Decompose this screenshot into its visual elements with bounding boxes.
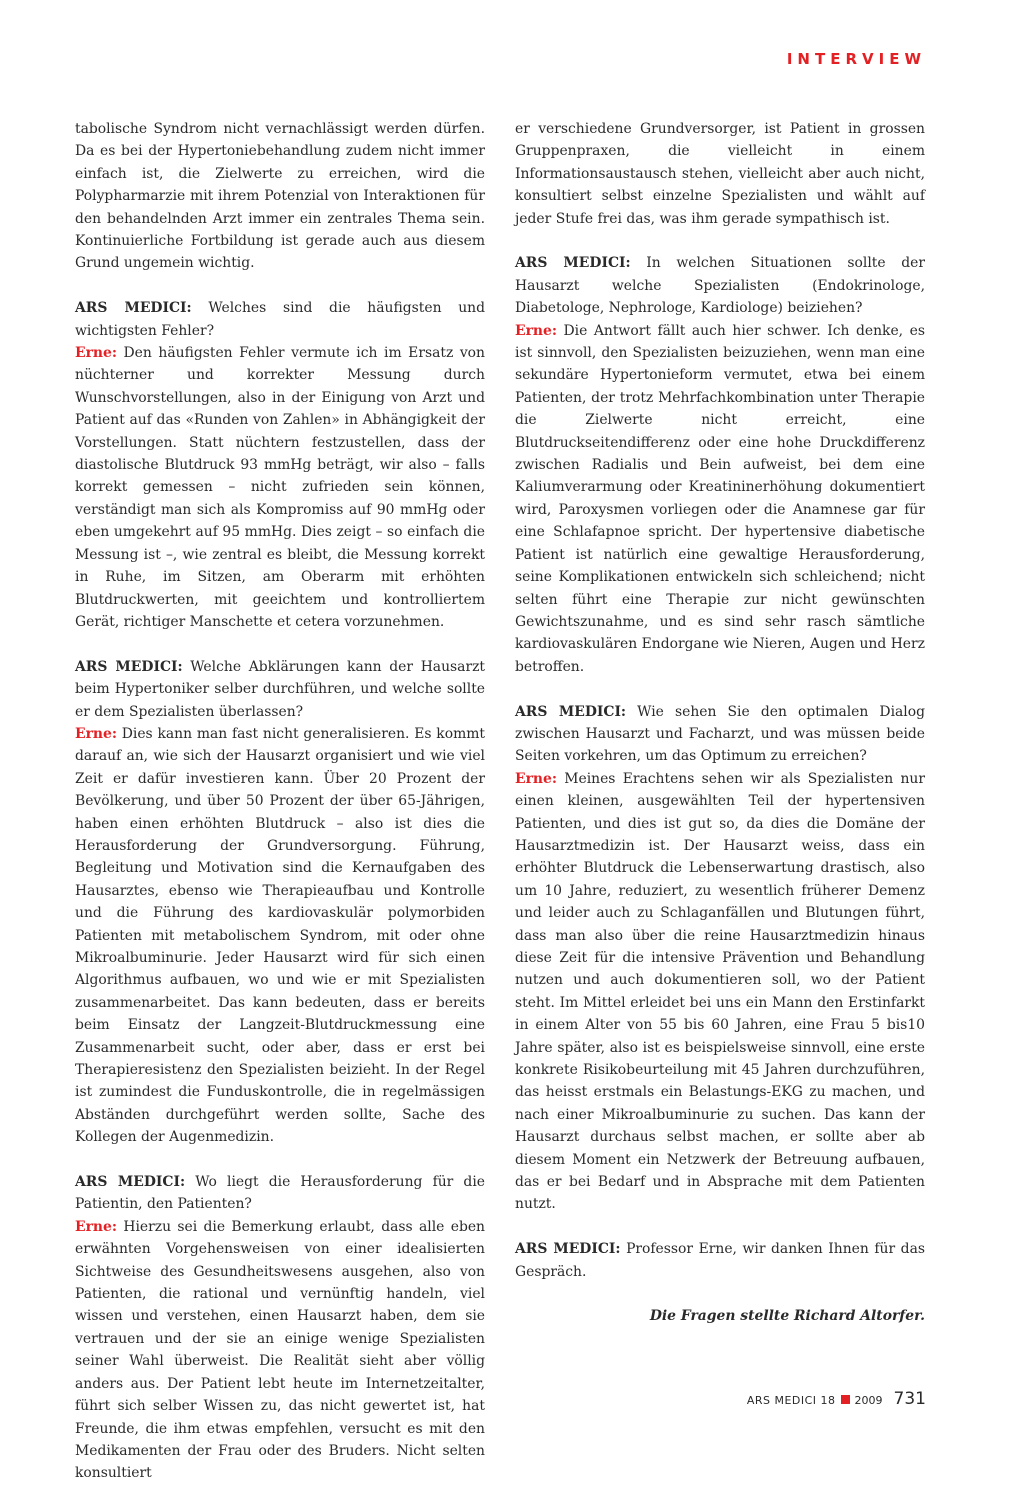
section-tag: INTERVIEW [786,50,926,68]
paragraph-gap [515,1283,925,1305]
interviewer-label: ARS MEDICI: [515,255,631,272]
interviewee-label: Erne: [75,345,117,362]
page-footer [747,1389,926,1409]
interviewer-label: ARS MEDICI: [515,1241,621,1258]
interview-question [515,701,925,768]
question-text: In welchen Situationen sollte der Hausarzt welche Spezialisten (Endokrinologe, Diabetologe, Nephrologe, Kardiologe) beiziehen? [515,255,925,317]
interview-question [515,252,925,319]
paragraph-gap [75,633,485,655]
answer-text: Dies kann man fast nicht generalisieren. Es kommt darauf an, wie sich der Hausarzt organisiert und wie viel Zeit er dafür investieren kann. Über 20 Prozent der Bevölkerung, und über 50 Prozent der über 65-Jährigen, haben einen erhöhten Blutdruck – also ist dies die Herausforderung der Grundversorgung. Führung, Begleitung und Motivation sind die Kernaufgaben des Hausarztes, ebenso wie Therapieaufbau und Kontrolle und die Führung des kardiovaskulär polymorbiden Patienten mit metabolischem Syndrom, mit oder ohne Mikroalbuminurie. Jeder Hausarzt wird für sich einen Algorithmus aufbauen, wo und wie er mit Spezialisten zusammenarbeitet. Das kann bedeuten, dass er bereits beim Einsatz der Langzeit-Blutdruckmessung eine Zusammenarbeit sucht, oder aber, dass er erst bei Therapieresistenz den Spezialisten beizieht. In der Regel ist zumindest die Funduskontrolle, die in regelmässigen Abständen durchgeführt werden sollte, Sache des Kollegen der Augenmedizin. [75,725,485,1146]
interview-question [75,1171,485,1216]
interviewee-label: Erne: [75,1218,117,1235]
paragraph-gap [515,230,925,252]
interview-question [75,297,485,342]
question-text: Welche Abklärungen kann der Hausarzt beim Hypertoniker selber durchführen, und welche sollte er dem Spezialisten überlassen? [75,658,485,720]
paragraph-gap [515,1216,925,1238]
interviewer-label: ARS MEDICI: [75,658,183,675]
interview-question [75,656,485,723]
interviewee-label: Erne: [515,322,557,339]
question-text: Wo liegt die Herausforderung für die Patientin, den Patienten? [75,1174,485,1213]
interviewee-label: Erne: [515,770,557,787]
interviewee-label: Erne: [75,725,117,742]
interview-answer [75,342,485,633]
interviewer-label: ARS MEDICI: [515,703,627,720]
interview-answer [515,768,925,1216]
question-text: Professor Erne, wir danken Ihnen für das Gespräch. [515,1241,925,1280]
issue-year: 2009 [854,1394,883,1407]
interview-answer [515,320,925,679]
right-column [515,118,925,1328]
answer-text: Meines Erachtens sehen wir als Spezialisten nur einen kleinen, ausgewählten Teil der hypertensiven Patienten, und dies ist gut so, da dies die Domäne der Hausarztmedizin ist. Der Hausarzt weiss, dass ein erhöhter Blutdruck die Lebenserwartung drastisch, also um 10 Jahre, reduziert, zu wesentlich früherer Demenz und leider auch zu Schlaganfällen und Blutungen führt, dass man also über die reine Hausarztmedizin hinaus diese Zeit für die intensive Prävention und Behandlung nutzen und auch dokumentieren soll, wo der Patient steht. Im Mittel erleidet bei uns ein Mann den Erstinfarkt in einem Alter von 55 bis 60 Jahren, eine Frau 5 bis10 Jahre später, also ist es beispielsweise sinnvoll, eine erste konkrete Risikobeurteilung mit 45 Jahren durchzuführen, das heisst erstmals ein Belastungs-EKG zu machen, und nach einer Mikroalbuminurie zu suchen. Das kann der Hausarzt durchaus selbst machen, er sollte aber ab diesem Moment ein Netzwerk der Betreuung aufbauen, das er bei Bedarf und in Absprache mit dem Patienten nutzt. [515,770,925,1213]
page-number: 731 [893,1389,926,1409]
paragraph-gap [75,1149,485,1171]
author-signature: Die Fragen stellte Richard Altorfer. [649,1308,925,1325]
body-paragraph: tabolische Syndrom nicht vernachlässigt werden dürfen. Da es bei der Hypertoniebehandlung zudem nicht immer einfach ist, die Zielwerte zu erreichen, wird die Polypharmarzie mit ihrem Potenzial von Interaktionen für den behandelnden Arzt immer ein zentrales Thema sein. Kontinuierliche Fortbildung ist gerade auch aus diesem Grund ungemein wichtig. [75,121,485,272]
answer-text: Den häufigsten Fehler vermute ich im Ersatz von nüchterner und korrekter Messung durch Wunschvorstellungen, also in der Einigung von Arzt und Patient auf das «Runden von Zahlen» in Abhängigkeit der Vorstellungen. Statt nüchtern festzustellen, dass der diastolische Blutdruck 93 mmHg beträgt, wir also – falls korrekt gemessen – nicht zufrieden sein können, verständigt man sich als Kompromiss auf 90 mmHg oder eben umgekehrt auf 95 mmHg. Dies zeigt – so einfach die Messung ist –, wie zentral es bleibt, die Messung korrekt in Ruhe, im Sitzen, am Oberarm mit erhöhten Blutdruckwerten, mit geeichtem und kontrolliertem Gerät, richtiger Manschette et cetera vorzunehmen. [75,345,485,630]
interview-answer [75,723,485,1149]
answer-text: Die Antwort fällt auch hier schwer. Ich denke, es ist sinnvoll, den Spezialisten beizuziehen, wenn man eine sekundäre Hypertonieform vermutet, etwa bei einem Patienten, der trotz Mehrfachkombination unter Therapie die Zielwerte nicht erreicht, eine Blutdruckseitendifferenz oder eine hohe Druckdifferenz zwischen Radialis und Bein aufweist, bei dem eine Kaliumverarmung oder Kreatininerhöhung dokumentiert wird, Paroxysmen vorliegen oder die Anamnese gar für eine Schlafapnoe spricht. Der hypertensive diabetische Patient ist natürlich eine gewaltige Herausforderung, seine Komplikationen entwickeln sich schleichend; nicht selten führt eine Therapie zur nicht gewünschten Gewichtszunahme, und es sind sehr rasch sämtliche kardiovaskulären Endorgane wie Nieren, Augen und Herz betroffen. [515,322,925,675]
interview-answer [75,1216,485,1485]
red-square-icon [841,1395,850,1404]
left-column [75,118,485,1485]
paragraph-gap [515,678,925,700]
body-paragraph: er verschiedene Grundversorger, ist Patient in grossen Gruppenpraxen, die vielleicht in einem Informationsaustausch stehen, vielleicht aber auch nicht, konsultiert selbst einzelne Spezialisten und wählt auf jeder Stufe frei das, was ihm gerade sympathisch ist. [515,121,925,227]
paragraph-gap [75,275,485,297]
question-text: Wie sehen Sie den optimalen Dialog zwischen Hausarzt und Facharzt, und was müssen beide Seiten vorkehren, um das Optimum zu erreichen? [515,703,925,765]
interviewer-label: ARS MEDICI: [75,1174,186,1191]
interviewer-label: ARS MEDICI: [75,300,192,317]
interview-question [515,1238,925,1283]
answer-text: Hierzu sei die Bemerkung erlaubt, dass alle eben erwähnten Vorgehensweisen von einer idealisierten Sichtweise des Gesundheitswesens ausgehen, also von Patienten, die rational und vernünftig handeln, viel wissen und verstehen, einen Hausarzt haben, dem sie vertrauen und der sie an einige wenige Spezialisten seiner Wahl überweist. Die Realität sieht aber völlig anders aus. Der Patient lebt heute im Internetzeitalter, führt sich selber Wissen zu, das nicht gewertet ist, hat Freunde, die ihm etwas empfehlen, versucht es mit den Medikamenten der Frau oder des Bruders. Nicht selten konsultiert [75,1218,485,1482]
magazine-name: ARS MEDICI 18 [746,1394,836,1407]
question-text: Welches sind die häufigsten und wichtigsten Fehler? [75,300,485,339]
